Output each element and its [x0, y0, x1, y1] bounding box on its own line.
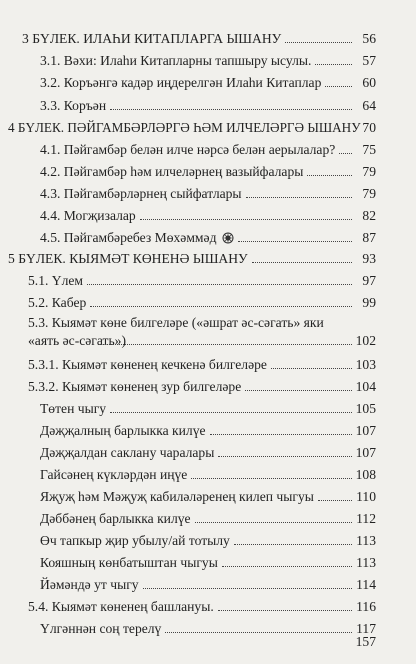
toc-entry-title-text: 4.5. Пәйгамбәребез Мөхәммәд: [40, 230, 217, 245]
dot-leader: [210, 434, 352, 435]
toc-entry-title: 3.3. Коръән: [40, 98, 107, 113]
toc-entry-title: [40, 229, 234, 247]
toc-entry: [0, 74, 416, 92]
toc-entry: [0, 488, 416, 506]
toc-entry: [0, 422, 416, 440]
honorific-ornament-icon: [222, 232, 234, 244]
toc-entry: [0, 229, 416, 247]
toc-entry-page: 56: [362, 31, 376, 46]
toc-entry-title: 5.2. Кабер: [28, 295, 87, 310]
toc-entry-page: 79: [362, 164, 376, 179]
toc-entry-page: 107: [355, 445, 376, 460]
dot-leader: [140, 219, 352, 220]
toc-entry-page: 57: [362, 53, 376, 68]
toc-entry-title: 5 БҮЛЕК. КЫЯМӘТ КӨНЕНӘ ЫШАНУ: [8, 251, 248, 266]
dot-leader: [110, 412, 352, 413]
dot-leader: [218, 456, 352, 457]
toc-entry-page: 60: [362, 75, 376, 90]
toc-entry-page: 113: [356, 555, 376, 570]
toc-entry-title: 4.4. Могҗизалар: [40, 208, 136, 223]
toc-entry-page: 70: [362, 120, 376, 135]
toc-entry-title: 3.1. Вәхи: Илаһи Китапларны тапшыру ысулы.: [40, 53, 312, 68]
dot-leader: [218, 610, 352, 611]
toc-entry: [0, 294, 416, 312]
toc-entry-page: 75: [362, 142, 376, 157]
toc-entry-title: Яҗуҗ һәм Мәҗуҗ кабиләләренең килеп чыгуы: [40, 489, 314, 504]
toc-entry: [0, 400, 416, 418]
toc-entry: [0, 356, 416, 374]
toc-entry-page: 93: [362, 251, 376, 266]
toc-entry: [0, 378, 416, 396]
dot-leader: [191, 478, 352, 479]
toc-entry-title: 5.4. Кыямәт көненең башлануы.: [28, 599, 214, 614]
dot-leader: [165, 632, 352, 633]
toc-entry-page: 104: [355, 379, 376, 394]
dot-leader: [195, 522, 352, 523]
toc-entry: [0, 532, 416, 550]
toc-entry-page: 79: [362, 186, 376, 201]
toc-entry-page: 114: [356, 577, 376, 592]
toc-entry-title: Үлгәннән соң терелү: [40, 621, 162, 636]
toc-entry-page: 97: [362, 273, 376, 288]
toc-entry-title: Өч тапкыр җир убылу/ай тотылу: [40, 533, 230, 548]
toc-entry: [0, 444, 416, 462]
dot-leader: [100, 344, 352, 345]
toc-entry-title: 4.2. Пәйгамбәр һәм илчеләрнең вазыйфалары: [40, 164, 304, 179]
toc-entry-title: Кояшның көнбатыштан чыгуы: [40, 555, 218, 570]
toc-entry: [0, 620, 416, 638]
toc-entry-title: 4.1. Пәйгамбәр белән илче нәрсә белән аерылалар?: [40, 142, 336, 157]
toc-entry-page: 82: [362, 208, 376, 223]
dot-leader: [143, 588, 352, 589]
dot-leader: [238, 241, 352, 242]
toc-entry: [0, 52, 416, 70]
toc-entry: [0, 554, 416, 572]
toc-entry-page: 105: [355, 401, 376, 416]
toc-entry-title: Дәҗҗалдан саклану чаралары: [40, 445, 215, 460]
toc-entry-title: Дәҗҗалның барлыкка килүе: [40, 423, 206, 438]
toc-entry-page: 87: [362, 230, 376, 245]
toc-entry: [0, 30, 416, 48]
toc-entry-title: Дәббәнең барлыкка килүе: [40, 511, 191, 526]
toc-entry-page: 108: [355, 467, 376, 482]
toc-entry-page: 116: [356, 599, 376, 614]
toc-entry-title: Йәмәндә ут чыгу: [40, 577, 139, 592]
toc-entry-page: 64: [362, 98, 376, 113]
toc-entry: [0, 250, 416, 268]
toc-entry-title: 5.3.1. Кыямәт көненең кечкенә билгеләре: [28, 357, 267, 372]
toc-entry: [0, 185, 416, 203]
toc-entry-page: 102: [355, 333, 376, 348]
toc-entry-title: 3.2. Коръәнгә кадәр иңдерелгән Илаһи Китаплар: [40, 75, 322, 90]
toc-entry-page: 112: [356, 511, 376, 526]
toc-entry: [0, 141, 416, 159]
toc-entry-title: Гайсәнең күкләрдән иңүе: [40, 467, 188, 482]
dot-leader: [234, 544, 352, 545]
toc-entry: [0, 466, 416, 484]
toc-entry-title: 5.1. Үлем: [28, 273, 84, 288]
toc-entry: [0, 163, 416, 181]
toc-entry-page: 113: [356, 533, 376, 548]
toc-entry-page: 99: [362, 295, 376, 310]
toc-entry-page: 117: [356, 621, 376, 636]
page-number: 157: [355, 634, 376, 649]
toc-entry-page: 110: [356, 489, 376, 504]
toc-entry: [0, 207, 416, 225]
toc-entry-title: 5.3. Кыямәт көне билгеләре («әшрат әс-сәгать» яки «аять әс-сәгать»): [28, 315, 324, 348]
dot-leader: [87, 284, 352, 285]
toc-entry: [0, 598, 416, 616]
dot-leader: [222, 566, 352, 567]
toc-entry-title: 4.3. Пәйгамбәрләрнең сыйфатлары: [40, 186, 242, 201]
dot-leader: [90, 306, 352, 307]
toc-entry-title: 3 БҮЛЕК. ИЛАҺИ КИТАПЛАРГА ЫШАНУ: [22, 31, 282, 46]
toc-entry: [0, 272, 416, 290]
toc-entry: [0, 119, 416, 137]
toc-entry: [0, 97, 416, 115]
toc-entry-page: 107: [355, 423, 376, 438]
toc-entry: [0, 510, 416, 528]
toc-entry: [0, 314, 416, 350]
toc-entry-title: 4 БҮЛЕК. ПӘЙГАМБӘРЛӘРГӘ ҺӘМ ИЛЧЕЛӘРГӘ ЫШАНУ: [8, 120, 361, 135]
toc-entry: [0, 576, 416, 594]
dot-leader: [110, 109, 352, 110]
toc-entry-page: 103: [355, 357, 376, 372]
toc-entry-title: 5.3.2. Кыямәт көненең зур билгеләре: [28, 379, 242, 394]
toc-entry-title: Төтен чыгу: [40, 401, 107, 416]
